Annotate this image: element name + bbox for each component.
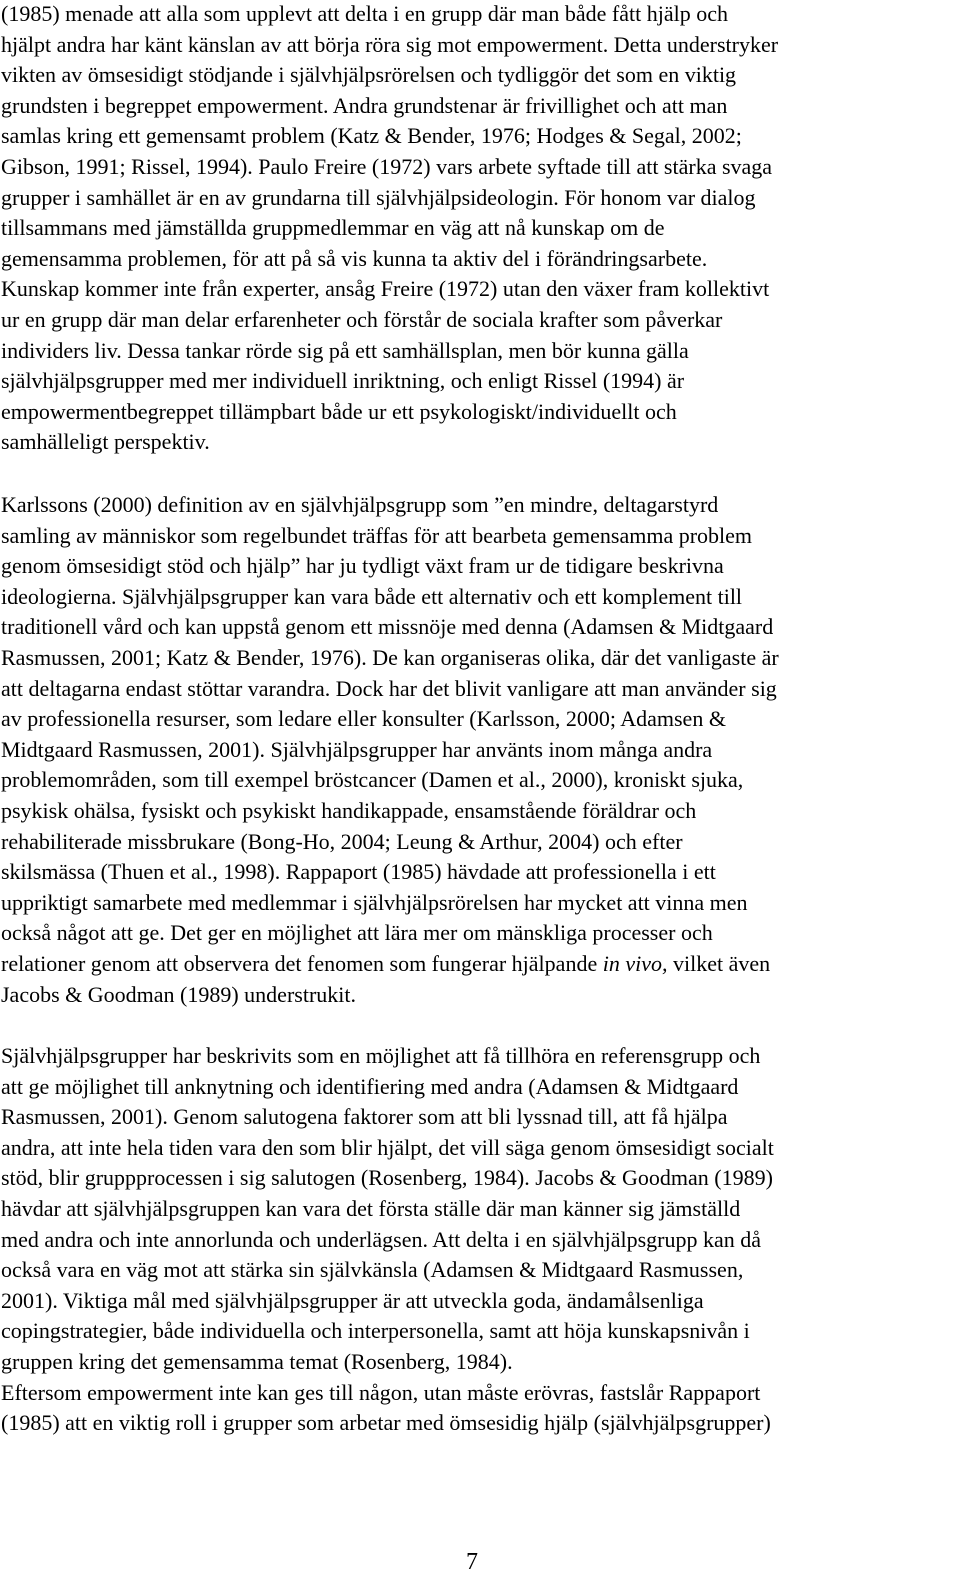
text-line: också något att ge. Det ger en möjlighet att lära mer om mänskliga processer och — [1, 920, 713, 946]
text-line: ideologierna. Självhjälpsgrupper kan vara både ett alternativ och ett komplement till — [1, 583, 743, 609]
text-line — [1, 949, 779, 980]
text-line: individers liv. Dessa tankar rörde sig på ett samhällsplan, men bör kunna gälla — [1, 337, 689, 363]
text-line: Gibson, 1991; Rissel, 1994). Paulo Freire (1972) vars arbete syftade till att stärka svaga — [1, 153, 773, 179]
text-line: Karlssons (2000) definition av en självhjälpsgrupp som ”en mindre, deltagarstyrd — [1, 492, 719, 517]
text-line: (1985) att en viktig roll i grupper som arbetar med ömsesidig hjälp (självhjälpsgrupper) — [1, 1410, 771, 1436]
text-line: att deltagarna endast stöttar varandra. Dock har det blivit vanligare att man använder sig — [1, 675, 777, 701]
text-line: tillsammans med jämställda gruppmedlemmar en väg att nå kunskap om de — [1, 215, 665, 241]
text-line: (1985) menade att alla som upplevt att delta i en grupp där man både fått hjälp och — [1, 1, 728, 26]
paragraph-3 — [1, 1041, 774, 1439]
text-line: självhjälpsgrupper med mer individuell inriktning, och enligt Rissel (1994) är — [1, 368, 685, 394]
text-line: hävdar att självhjälpsgruppen kan vara det första ställe där man känner sig jämställd — [1, 1195, 741, 1221]
text-line: 2001). Viktiga mål med självhjälpsgrupper är att utveckla goda, ändamålsenliga — [1, 1287, 704, 1313]
text-line: av professionella resurser, som ledare eller konsulter (Karlsson, 2000; Adamsen & — [1, 706, 726, 732]
text-line: skilsmässa (Thuen et al., 1998). Rappaport (1985) hävdade att professionella i ett — [1, 859, 716, 885]
text-segment: relationer genom att observera det fenomen som fungerar hjälpande — [1, 950, 603, 976]
text-line: gruppen kring det gemensamma temat (Rosenberg, 1984). — [1, 1348, 513, 1374]
text-line: Kunskap kommer inte från experter, ansåg Freire (1972) utan den växer fram kollektivt — [1, 276, 770, 302]
paragraph-2 — [1, 490, 779, 1010]
text-line: Eftersom empowerment inte kan ges till någon, utan måste erövras, fastslår Rappaport — [1, 1379, 761, 1405]
text-line: grundsten i begreppet empowerment. Andra grundstenar är frivillighet och att man — [1, 92, 728, 118]
text-line: andra, att inte hela tiden vara den som blir hjälpt, det vill säga genom ömsesidigt socialt — [1, 1134, 774, 1160]
text-line: med andra och inte annorlunda och underlägsen. Att delta i en självhjälpsgrupp kan då — [1, 1226, 761, 1252]
text-line: copingstrategier, både individuella och interpersonella, samt att höja kunskapsnivån i — [1, 1318, 750, 1344]
text-line: empowermentbegreppet tillämpbart både ur ett psykologiskt/individuellt och — [1, 398, 677, 424]
text-line: Midtgaard Rasmussen, 2001). Självhjälpsgrupper har använts inom många andra — [1, 736, 713, 762]
text-line: att ge möjlighet till anknytning och identifiering med andra (Adamsen & Midtgaard — [1, 1073, 739, 1099]
text-line: Självhjälpsgrupper har beskrivits som en möjlighet att få tillhöra en referensgrupp och — [1, 1043, 761, 1068]
text-line: samhälleligt perspektiv. — [1, 429, 210, 455]
text-line: ur en grupp där man delar erfarenheter och förstår de sociala krafter som påverkar — [1, 306, 723, 332]
paragraph-1 — [1, 0, 778, 458]
text-line: stöd, blir gruppprocessen i sig salutogen (Rosenberg, 1984). Jacobs & Goodman (1989) — [1, 1165, 773, 1191]
text-line: Rasmussen, 2001). Genom salutogena faktorer som att bli lyssnad till, att få hjälpa — [1, 1104, 728, 1130]
text-line: vikten av ömsesidigt stödjande i självhjälpsrörelsen och tydliggör det som en viktig — [1, 62, 737, 88]
text-line: problemområden, som till exempel bröstcancer (Damen et al., 2000), kroniskt sjuka, — [1, 767, 744, 793]
text-line: hjälpt andra har känt känslan av att börja röra sig mot empowerment. Detta understryker — [1, 31, 779, 57]
text-line: Rasmussen, 2001; Katz & Bender, 1976). De kan organiseras olika, där det vanligaste är — [1, 644, 779, 670]
text-line: uppriktigt samarbete med medlemmar i självhjälpsrörelsen har mycket att vinna men — [1, 889, 748, 915]
text-segment: vilket även — [667, 950, 771, 976]
text-line: psykisk ohälsa, fysiskt och psykiskt handikappade, ensamstående föräldrar och — [1, 797, 697, 823]
text-line: traditionell vård och kan uppstå genom ett missnöje med denna (Adamsen & Midtgaard — [1, 614, 774, 640]
text-line: samlas kring ett gemensamt problem (Katz & Bender, 1976; Hodges & Segal, 2002; — [1, 123, 742, 149]
text-line: Jacobs & Goodman (1989) understrukit. — [1, 981, 356, 1007]
text-line: grupper i samhället är en av grundarna till självhjälpsideologin. För honom var dialog — [1, 184, 756, 210]
italic-term: in vivo, — [602, 950, 668, 976]
text-line: gemensamma problemen, för att på så vis kunna ta aktiv del i förändringsarbete. — [1, 245, 708, 271]
page-number: 7 — [466, 1549, 478, 1575]
text-line: genom ömsesidigt stöd och hjälp” har ju tydligt växt fram ur de tidigare beskrivna — [1, 553, 724, 579]
text-line: rehabiliterade missbrukare (Bong-Ho, 2004; Leung & Arthur, 2004) och efter — [1, 828, 683, 854]
text-line: också vara en väg mot att stärka sin självkänsla (Adamsen & Midtgaard Rasmussen, — [1, 1257, 744, 1283]
text-line: samling av människor som regelbundet träffas för att bearbeta gemensamma problem — [1, 522, 753, 548]
